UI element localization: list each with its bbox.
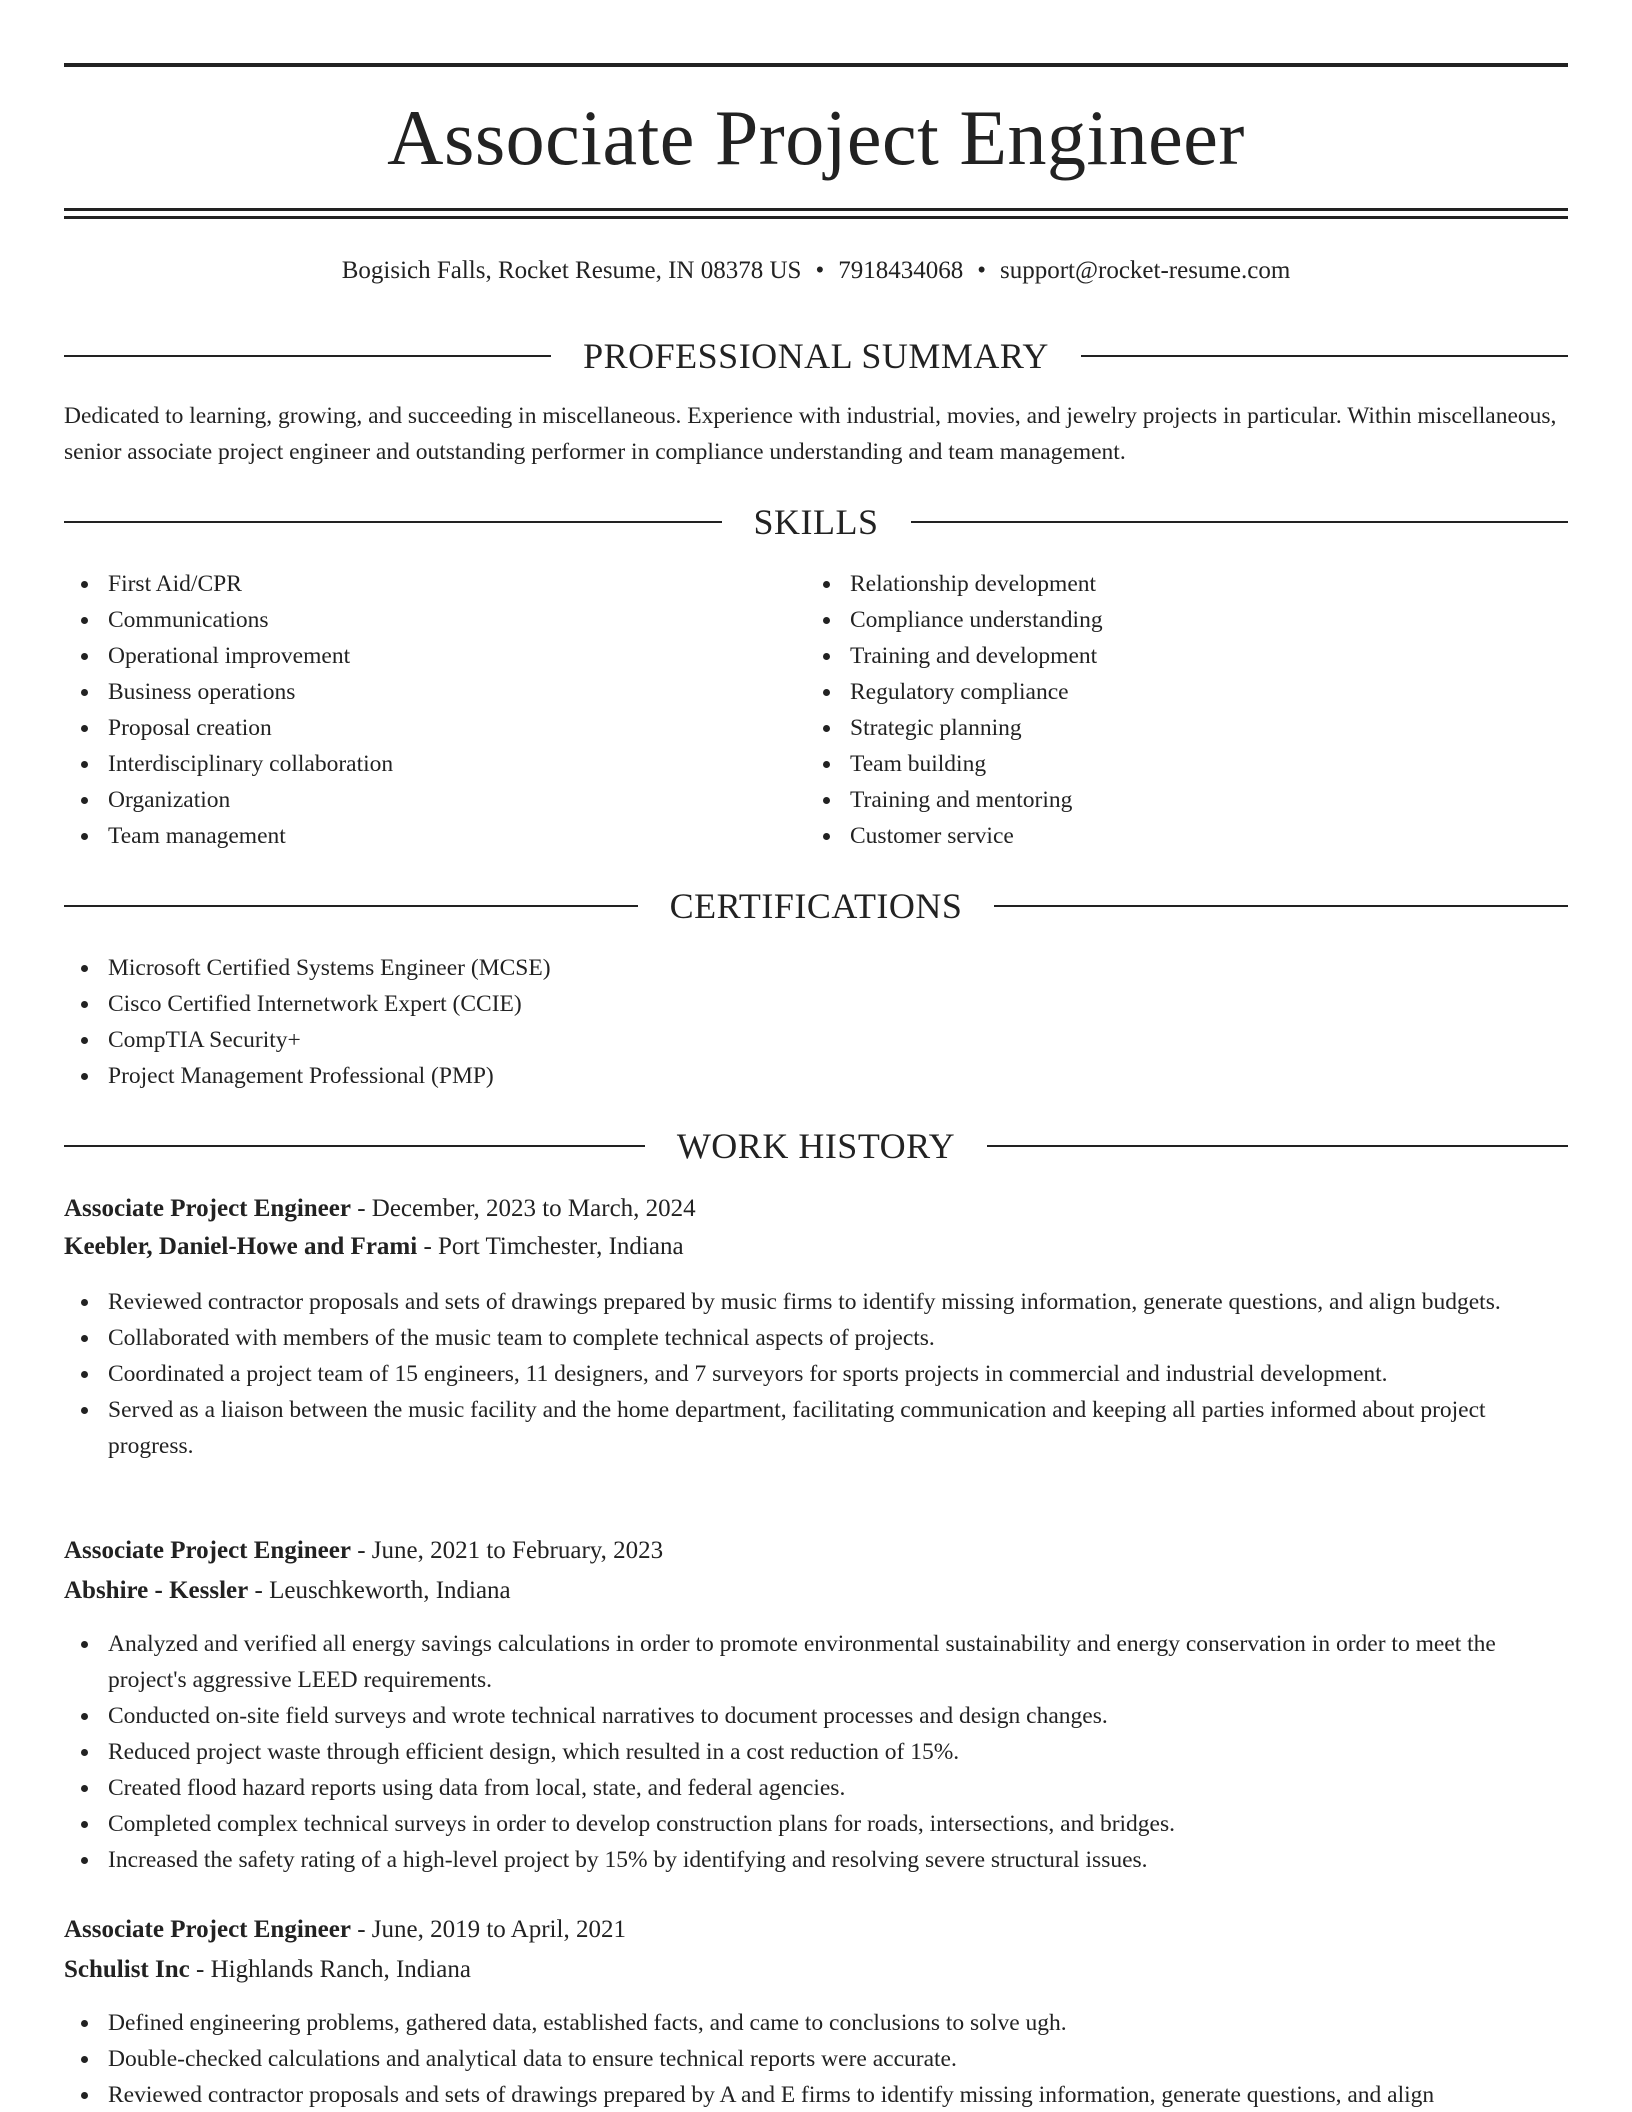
- summary-heading: [64, 334, 1568, 378]
- skill-item: Training and development: [850, 638, 1550, 674]
- skill-item: First Aid/CPR: [108, 566, 808, 602]
- job-company-line: [64, 1952, 1568, 1988]
- skill-item: Business operations: [108, 674, 808, 710]
- job-dates: June, 2021 to February, 2023: [371, 1537, 664, 1564]
- skill-item: Team management: [108, 818, 808, 854]
- job-bullet: Collaborated with members of the music team to complete technical aspects of projects.: [108, 1320, 1568, 1356]
- job-bullets: [64, 2005, 1568, 2112]
- title-rule-upper: [64, 208, 1568, 211]
- job-bullet: Reviewed contractor proposals and sets of drawings prepared by A and E firms to identify missing information, generate questions, and align: [108, 2077, 1568, 2112]
- certifications-heading: [64, 884, 1568, 928]
- job-company: Abshire - Kessler: [64, 1577, 249, 1604]
- heading-rule-right: [911, 521, 1569, 523]
- contact-address: Bogisich Falls, Rocket Resume, IN 08378 US: [341, 257, 802, 284]
- job-bullet: Analyzed and verified all energy savings calculations in order to promote environmental sustainability and energy conservation in order to meet the project's aggressive LEED requirements.: [108, 1626, 1568, 1698]
- job-title-line: [64, 1191, 1568, 1227]
- job-dash: -: [350, 1916, 372, 1943]
- contact-separator: •: [977, 257, 986, 284]
- page-title: Associate Project Engineer: [387, 94, 1245, 181]
- contact-line: [64, 253, 1568, 289]
- certification-item: Microsoft Certified Systems Engineer (MCSE): [108, 950, 1568, 986]
- job-bullet: Served as a liaison between the music facility and the home department, facilitating communication and keeping all parties informed about project progress.: [108, 1392, 1568, 1464]
- job-bullet: Conducted on-site field surveys and wrote technical narratives to document processes and design changes.: [108, 1698, 1568, 1734]
- skill-item: Team building: [850, 746, 1550, 782]
- job-dates: December, 2023 to March, 2024: [371, 1195, 696, 1222]
- job-title: Associate Project Engineer: [64, 1537, 351, 1564]
- skill-item: Interdisciplinary collaboration: [108, 746, 808, 782]
- skill-item: Organization: [108, 782, 808, 818]
- job-bullets: [64, 1626, 1568, 1878]
- heading-rule-left: [64, 521, 722, 523]
- job-location: Leuschkeworth, Indiana: [269, 1577, 511, 1604]
- job-company-line: [64, 1229, 1568, 1265]
- job-dash: -: [417, 1233, 439, 1260]
- job-bullet: Increased the safety rating of a high-level project by 15% by identifying and resolving severe structural issues.: [108, 1842, 1568, 1878]
- contact-phone: 7918434068: [838, 257, 964, 284]
- heading-rule-left: [64, 905, 638, 907]
- job-dash: -: [350, 1537, 372, 1564]
- job-dash: -: [189, 1956, 211, 1983]
- title-rule-lower: [64, 216, 1568, 219]
- job-company: Schulist Inc: [64, 1956, 190, 1983]
- top-rule: [64, 63, 1568, 67]
- job-title-line: [64, 1533, 1568, 1569]
- skill-item: Proposal creation: [108, 710, 808, 746]
- summary-text: Dedicated to learning, growing, and succeeding in miscellaneous. Experience with industrial, movies, and jewelry projects in particular. Within miscellaneous, senior associate project engineer and outstanding performer in compliance understanding and team management.: [64, 403, 1557, 465]
- work-history-heading-label: WORK HISTORY: [676, 1126, 956, 1166]
- job-title: Associate Project Engineer: [64, 1916, 351, 1943]
- certification-item: Project Management Professional (PMP): [108, 1058, 1568, 1094]
- job-bullet: Double-checked calculations and analytical data to ensure technical reports were accurate.: [108, 2041, 1568, 2077]
- skill-item: Relationship development: [850, 566, 1550, 602]
- skills-heading-label: SKILLS: [753, 502, 879, 542]
- job-dash: -: [350, 1195, 372, 1222]
- skills-list-right: [806, 566, 1550, 854]
- job-bullet: Defined engineering problems, gathered data, established facts, and came to conclusions to solve ugh.: [108, 2005, 1568, 2041]
- skill-item: Customer service: [850, 818, 1550, 854]
- heading-rule-right: [994, 905, 1568, 907]
- heading-rule-right: [1081, 355, 1568, 357]
- job-bullet: Reviewed contractor proposals and sets of drawings prepared by music firms to identify missing information, generate questions, and align budgets.: [108, 1284, 1568, 1320]
- job-bullet: Coordinated a project team of 15 engineers, 11 designers, and 7 surveyors for sports projects in commercial and industrial development.: [108, 1356, 1568, 1392]
- skill-item: Strategic planning: [850, 710, 1550, 746]
- skill-item: Regulatory compliance: [850, 674, 1550, 710]
- skills-heading: [64, 500, 1568, 544]
- skill-item: Training and mentoring: [850, 782, 1550, 818]
- job-company-line: [64, 1573, 1568, 1609]
- certifications-heading-label: CERTIFICATIONS: [669, 886, 963, 926]
- job-title-line: [64, 1912, 1568, 1948]
- heading-rule-right: [987, 1145, 1568, 1147]
- heading-rule-left: [64, 1145, 645, 1147]
- certification-item: Cisco Certified Internetwork Expert (CCIE): [108, 986, 1568, 1022]
- job-dash: -: [248, 1577, 270, 1604]
- job-bullet: Created flood hazard reports using data from local, state, and federal agencies.: [108, 1770, 1568, 1806]
- certification-item: CompTIA Security+: [108, 1022, 1568, 1058]
- contact-email: support@rocket-resume.com: [999, 257, 1291, 284]
- work-history-heading: [64, 1124, 1568, 1168]
- job-location: Port Timchester, Indiana: [438, 1233, 684, 1260]
- skill-item: Operational improvement: [108, 638, 808, 674]
- job-bullet: Completed complex technical surveys in order to develop construction plans for roads, intersections, and bridges.: [108, 1806, 1568, 1842]
- job-company: Keebler, Daniel-Howe and Frami: [64, 1233, 418, 1260]
- skill-item: Communications: [108, 602, 808, 638]
- job-dates: June, 2019 to April, 2021: [371, 1916, 626, 1943]
- skills-list-left: [64, 566, 808, 854]
- job-location: Highlands Ranch, Indiana: [210, 1956, 471, 1983]
- certifications-list: [64, 950, 1568, 1094]
- summary-heading-label: PROFESSIONAL SUMMARY: [583, 336, 1049, 376]
- contact-separator: •: [815, 257, 825, 284]
- heading-rule-left: [64, 355, 551, 357]
- job-bullet: Reduced project waste through efficient design, which resulted in a cost reduction of 15%.: [108, 1734, 1568, 1770]
- job-bullets: [64, 1284, 1568, 1464]
- skill-item: Compliance understanding: [850, 602, 1550, 638]
- job-title: Associate Project Engineer: [64, 1195, 351, 1222]
